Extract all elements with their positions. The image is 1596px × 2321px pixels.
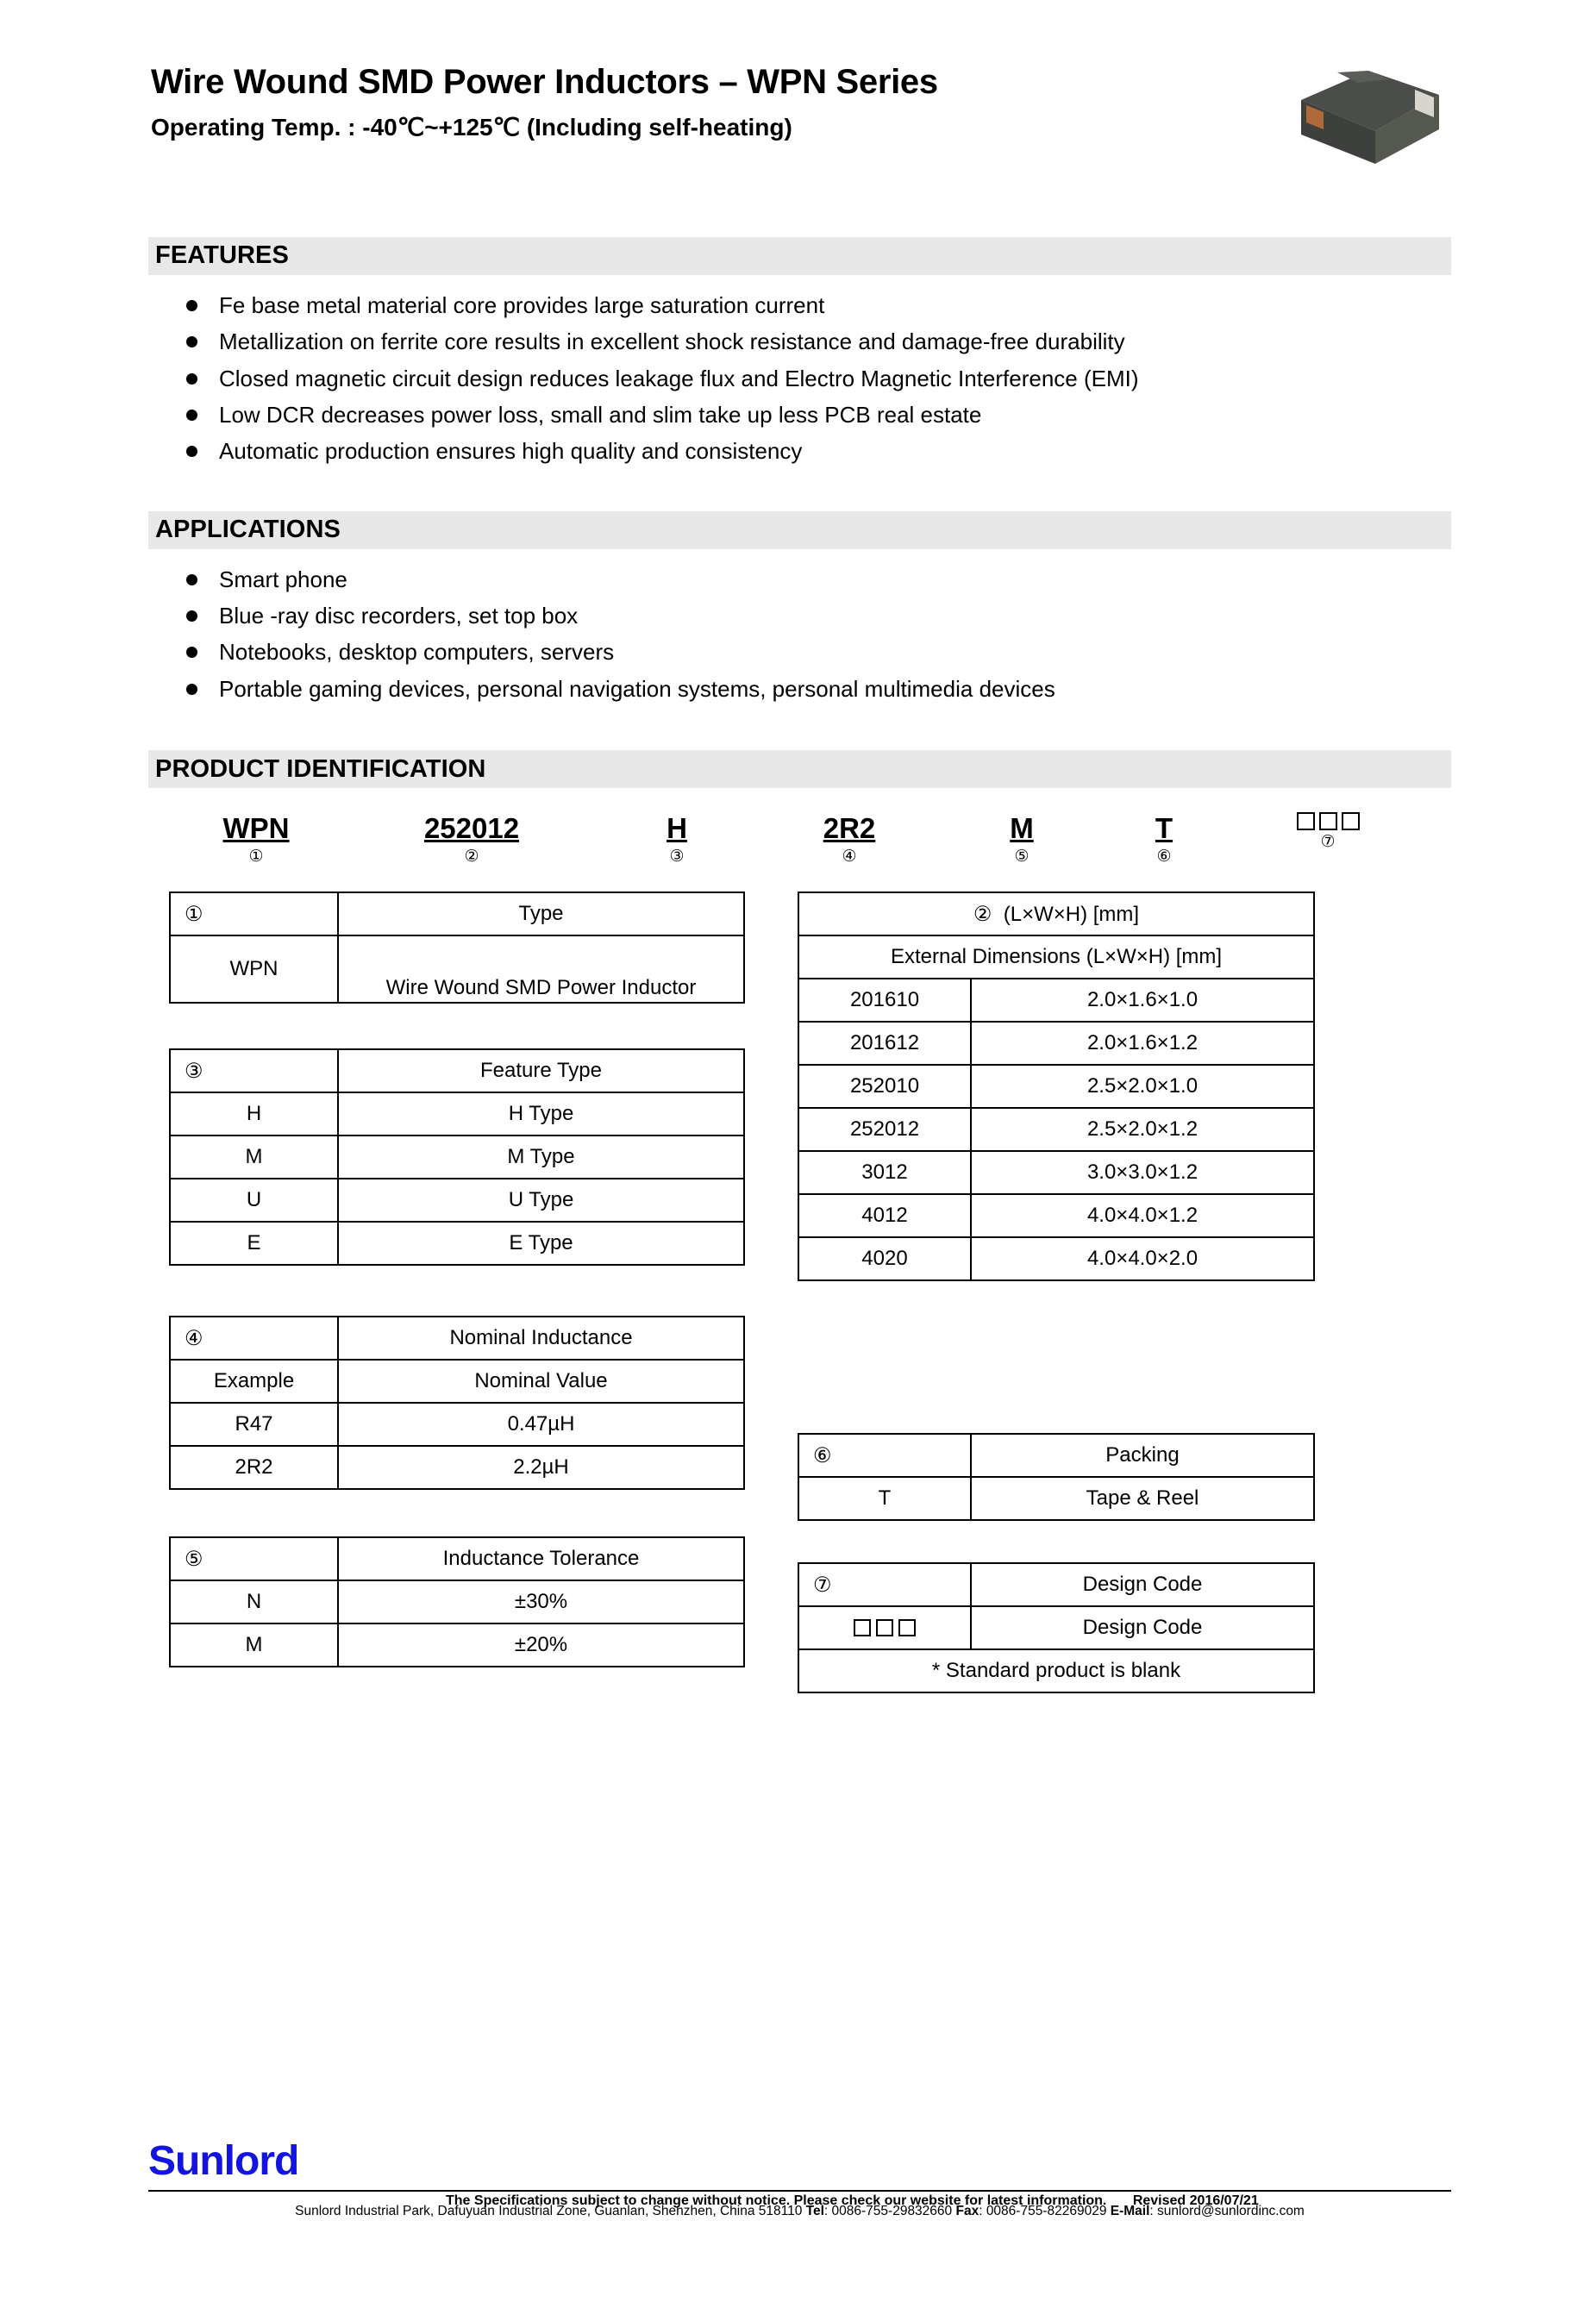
pn-part-7 — [1272, 812, 1384, 852]
footer-disclaimer — [446, 2193, 1259, 2209]
datasheet-page — [0, 62, 1596, 2321]
pn-marker: ⑤ — [1014, 848, 1030, 866]
table-row — [170, 1360, 744, 1403]
table-row — [170, 1403, 744, 1446]
page-subtitle: Operating Temp. : -40℃~+125℃ (Including self-heating) — [151, 114, 792, 141]
pn-marker: ④ — [842, 848, 857, 866]
packing-desc: Tape & Reel — [971, 1477, 1314, 1520]
pn-code: 2R2 — [823, 812, 876, 845]
tolerance-code: N — [170, 1580, 338, 1623]
table-row — [170, 1580, 744, 1623]
table-row — [798, 1151, 1314, 1194]
table-row — [170, 1179, 744, 1222]
footer-revision: Revised 2016/07/21 — [1132, 2193, 1259, 2208]
table-row — [170, 935, 744, 1003]
list-item: Fe base metal material core provides large saturation current — [186, 287, 1596, 323]
footer-fax-label: Fax — [955, 2204, 980, 2218]
list-item: Low DCR decreases power loss, small and slim take up less PCB real estate — [186, 397, 1596, 433]
list-item: Notebooks, desktop computers, servers — [186, 634, 1596, 670]
design-code-boxes — [798, 1606, 971, 1649]
design-table-title: Design Code — [971, 1563, 1314, 1606]
features-section-header — [148, 237, 1451, 275]
design-code-table — [798, 1562, 1315, 1693]
dimension-value: 2.0×1.6×1.0 — [971, 979, 1314, 1022]
placeholder-box — [1342, 812, 1360, 830]
pn-part-1 — [200, 812, 312, 866]
company-logo: Sunlord — [148, 2138, 299, 2184]
identification-tables — [0, 891, 1596, 1754]
dimension-value: 2.5×2.0×1.0 — [971, 1065, 1314, 1108]
table-row — [798, 1065, 1314, 1108]
table-row — [798, 1649, 1314, 1692]
dimension-code: 201612 — [798, 1022, 971, 1065]
design-code-placeholder-boxes — [1272, 812, 1384, 830]
nominal-code: R47 — [170, 1403, 338, 1446]
feature-desc: H Type — [338, 1092, 744, 1135]
table-row — [170, 1623, 744, 1667]
product-identification-heading: PRODUCT IDENTIFICATION — [155, 754, 486, 783]
dimension-code: 4020 — [798, 1237, 971, 1280]
dimension-code: 3012 — [798, 1151, 971, 1194]
pn-part-2 — [390, 812, 554, 866]
table-row — [170, 1537, 744, 1580]
dimension-value: 4.0×4.0×1.2 — [971, 1194, 1314, 1237]
pn-code: WPN — [222, 812, 290, 845]
pn-part-6 — [1134, 812, 1194, 866]
table-row — [170, 1222, 744, 1265]
type-table-title: Type — [338, 892, 744, 935]
list-item: Closed magnetic circuit design reduces leakage flux and Electro Magnetic Interference (EMI) — [186, 360, 1596, 397]
table-row — [798, 979, 1314, 1022]
table-row — [798, 1477, 1314, 1520]
type-code: WPN — [170, 935, 338, 1003]
dimensions-table-marker: ② — [973, 902, 992, 926]
footer-tel: : 0086-755-29832660 — [823, 2204, 956, 2218]
list-item: Smart phone — [186, 561, 1596, 597]
list-item: Portable gaming devices, personal navigation systems, personal multimedia devices — [186, 671, 1596, 707]
page-header — [0, 62, 1596, 142]
packing-table-title: Packing — [971, 1434, 1314, 1477]
list-item: Automatic production ensures high quality and consistency — [186, 433, 1596, 469]
table-row — [798, 1237, 1314, 1280]
feature-code: U — [170, 1179, 338, 1222]
feature-desc: E Type — [338, 1222, 744, 1265]
tolerance-value: ±20% — [338, 1623, 744, 1667]
tolerance-code: M — [170, 1623, 338, 1667]
page-title: Wire Wound SMD Power Inductors – WPN Series — [151, 63, 938, 101]
table-row — [798, 935, 1314, 979]
placeholder-box — [876, 1619, 893, 1636]
features-list — [0, 287, 1596, 470]
packing-table-marker: ⑥ — [798, 1434, 971, 1477]
feature-type-table — [169, 1048, 745, 1266]
pn-marker: ① — [248, 848, 264, 866]
table-row — [170, 1135, 744, 1179]
table-row — [798, 1606, 1314, 1649]
feature-desc: U Type — [338, 1179, 744, 1222]
table-row — [170, 1092, 744, 1135]
table-row — [170, 1317, 744, 1360]
pn-part-3 — [651, 812, 703, 866]
packing-table — [798, 1433, 1315, 1521]
feature-code: E — [170, 1222, 338, 1265]
feature-table-marker: ③ — [170, 1049, 338, 1092]
packing-code: T — [798, 1477, 971, 1520]
design-table-marker: ⑦ — [798, 1563, 971, 1606]
table-row — [798, 1022, 1314, 1065]
applications-section-header — [148, 511, 1451, 549]
table-row — [170, 1446, 744, 1489]
footer-tel-label: Tel — [805, 2204, 824, 2218]
pn-marker: ⑦ — [1320, 833, 1336, 852]
product-photo — [1286, 55, 1449, 189]
feature-table-title: Feature Type — [338, 1049, 744, 1092]
pn-code: T — [1155, 812, 1174, 845]
dimension-code: 4012 — [798, 1194, 971, 1237]
table-row — [798, 1434, 1314, 1477]
dimension-code: 252012 — [798, 1108, 971, 1151]
footer-note-text: The Specifications subject to change without notice. Please check our website for latest information. — [446, 2193, 1107, 2208]
footer-email: : sunlord@sunlordinc.com — [1149, 2204, 1305, 2218]
placeholder-box — [854, 1619, 871, 1636]
type-table — [169, 891, 745, 1004]
table-row — [798, 892, 1314, 935]
placeholder-box — [898, 1619, 916, 1636]
pn-marker: ② — [464, 848, 479, 866]
nominal-code: 2R2 — [170, 1446, 338, 1489]
footer-fax: : 0086-755-82269029 — [979, 2204, 1111, 2218]
feature-desc: M Type — [338, 1135, 744, 1179]
table-row — [798, 1563, 1314, 1606]
table-row — [170, 892, 744, 935]
table-row — [798, 1108, 1314, 1151]
list-item: Blue -ray disc recorders, set top box — [186, 597, 1596, 634]
pn-part-5 — [992, 812, 1052, 866]
inductance-tolerance-table — [169, 1536, 745, 1667]
feature-code: H — [170, 1092, 338, 1135]
nominal-inductance-table — [169, 1316, 745, 1490]
design-code-note: * Standard product is blank — [798, 1649, 1314, 1692]
dimension-value: 3.0×3.0×1.2 — [971, 1151, 1314, 1194]
tolerance-value: ±30% — [338, 1580, 744, 1623]
nominal-value: 2.2µH — [338, 1446, 744, 1489]
type-table-marker: ① — [170, 892, 338, 935]
dimension-value: 4.0×4.0×2.0 — [971, 1237, 1314, 1280]
applications-heading: APPLICATIONS — [155, 516, 341, 544]
nominal-value: 0.47µH — [338, 1403, 744, 1446]
table-row — [170, 1049, 744, 1092]
dimension-value: 2.5×2.0×1.2 — [971, 1108, 1314, 1151]
pn-code: 252012 — [423, 812, 520, 845]
part-number-breakdown — [0, 812, 1596, 886]
pn-marker: ⑥ — [1156, 848, 1172, 866]
type-desc: Wire Wound SMD Power Inductor — [338, 935, 744, 1003]
placeholder-box — [1319, 812, 1337, 830]
external-dimensions-table — [798, 891, 1315, 1281]
dimension-code: 252010 — [798, 1065, 971, 1108]
dimensions-table-title: (L×W×H) [mm] — [1003, 902, 1140, 926]
design-code-desc: Design Code — [971, 1606, 1314, 1649]
nominal-col1-header: Example — [170, 1360, 338, 1403]
tolerance-table-title: Inductance Tolerance — [338, 1537, 744, 1580]
dimension-code: 201610 — [798, 979, 971, 1022]
nominal-table-marker: ④ — [170, 1317, 338, 1360]
dimensions-table-header — [798, 892, 1314, 935]
nominal-col2-header: Nominal Value — [338, 1360, 744, 1403]
list-item: Metallization on ferrite core results in excellent shock resistance and damage-free durability — [186, 323, 1596, 360]
tolerance-table-marker: ⑤ — [170, 1537, 338, 1580]
features-heading: FEATURES — [155, 241, 289, 270]
nominal-table-title: Nominal Inductance — [338, 1317, 744, 1360]
footer-email-label: E-Mail — [1110, 2204, 1150, 2218]
footer-divider — [148, 2190, 1451, 2192]
footer-address-text: Sunlord Industrial Park, Dafuyuan Industrial Zone, Guanlan, Shenzhen, China 518110 — [295, 2204, 806, 2218]
pn-code: M — [1010, 812, 1034, 845]
product-identification-section-header — [148, 750, 1451, 788]
pn-part-4 — [802, 812, 897, 866]
placeholder-box — [1297, 812, 1315, 830]
dimension-value: 2.0×1.6×1.2 — [971, 1022, 1314, 1065]
table-row — [798, 1194, 1314, 1237]
applications-list — [0, 561, 1596, 708]
page-footer — [0, 2137, 1596, 2219]
feature-code: M — [170, 1135, 338, 1179]
dimensions-table-subtitle: External Dimensions (L×W×H) [mm] — [798, 935, 1314, 979]
pn-marker: ③ — [669, 848, 685, 866]
pn-code: H — [667, 812, 687, 845]
